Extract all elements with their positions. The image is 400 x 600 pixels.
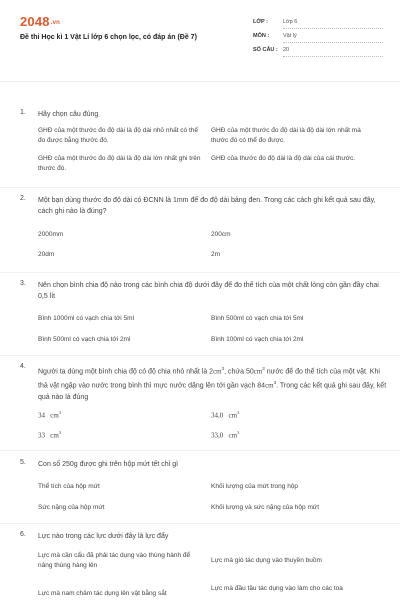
- option-a[interactable]: [38, 408, 203, 420]
- option-c[interactable]: GHĐ của một thước đo độ dài là độ dài lớn nhất ghi trên thước đó.: [38, 155, 201, 172]
- option-d[interactable]: Bình 100ml có vạch chia tới 2ml: [211, 336, 304, 343]
- option-unit: cm: [50, 431, 59, 440]
- unit-cm: cm: [265, 381, 274, 390]
- unit-cm: cm: [253, 367, 263, 376]
- meta-label: LỚP :: [253, 19, 268, 25]
- question-text-part: Người ta dùng một bình chia độ có độ chia nhỏ nhất là 2: [38, 368, 214, 376]
- option-d[interactable]: [211, 428, 376, 440]
- option-unit: cm: [50, 411, 59, 420]
- site-logo[interactable]: [20, 14, 60, 29]
- option-b[interactable]: [211, 408, 376, 420]
- meta-row-class: [253, 15, 383, 29]
- option-b[interactable]: Bình 500ml có vạch chia tới 5ml: [211, 315, 304, 322]
- unit-cm: cm: [213, 367, 222, 376]
- option-value: 33: [38, 431, 45, 440]
- option-b[interactable]: Lực mà gió tác dụng vào thuyền buồm: [211, 557, 322, 564]
- meta-divider: [283, 42, 383, 43]
- logo-text: 2048: [20, 14, 50, 29]
- option-d[interactable]: Lực mà đầu tầu tác dụng vào làm cho các toa: [211, 585, 343, 592]
- question-text: Nên chọn bình chia độ nào trong các bình chia độ dưới đây để đo thể tích của một chất lỏng còn gần đầy chai 0,5 lít: [38, 282, 379, 300]
- meta-info: [253, 15, 383, 57]
- meta-label: SỐ CÂU :: [253, 47, 278, 53]
- option-d[interactable]: Khối lượng và sức nặng của hộp mứt: [211, 504, 320, 511]
- option-d[interactable]: 2m: [211, 251, 221, 258]
- meta-divider: [283, 28, 383, 29]
- meta-value: Lớp 6: [283, 19, 298, 25]
- option-b[interactable]: 200cm: [211, 231, 231, 238]
- question-number: 2.: [20, 195, 26, 202]
- question-text: Lực nào trong các lực dưới đây là lực đẩy: [38, 533, 169, 540]
- option-value: 33,0: [211, 431, 224, 440]
- question-divider: [0, 272, 400, 273]
- option-value: 34,0: [211, 411, 224, 420]
- logo-suffix: .vn: [50, 19, 61, 26]
- question-number: 4.: [20, 363, 26, 370]
- question-text-part: nước để đo thể tích của một vật. Khi thả vật ngập vào nước trong bình thì mực nước dâng lên tới gần vạch 84: [38, 368, 380, 390]
- question-number: 3.: [20, 280, 26, 287]
- option-b[interactable]: GHĐ của một thước đo độ dài là độ dài lớn nhất mà thước đó có thể đo được.: [211, 127, 361, 144]
- option-a[interactable]: GHĐ của một thước đo độ dài là độ dài nhỏ nhất có thể đo được bằng thước đó.: [38, 127, 199, 144]
- option-a[interactable]: Thể tích của hộp mứt: [38, 483, 100, 490]
- meta-row-subject: [253, 29, 383, 43]
- option-c[interactable]: Bình 500ml có vạch chia tới 2ml: [38, 336, 131, 343]
- question-divider: [0, 450, 400, 451]
- option-b[interactable]: Khối lượng của mứt trong hộp: [211, 483, 299, 490]
- option-a[interactable]: 2000mm: [38, 231, 64, 238]
- superscript: 3: [273, 380, 277, 386]
- meta-value: 20: [283, 47, 290, 53]
- header-divider: [0, 81, 400, 82]
- question-text-part: , chứa 50: [224, 368, 254, 376]
- superscript: 3: [262, 366, 265, 371]
- option-a[interactable]: Bình 1000ml có vạch chia tới 5ml: [38, 315, 135, 322]
- question-divider: [0, 523, 400, 524]
- option-unit: cm: [228, 411, 238, 420]
- page-header: [0, 0, 400, 60]
- superscript: 3: [58, 430, 62, 435]
- option-c[interactable]: 20dm: [38, 251, 55, 258]
- question-text: Một bạn dùng thước đo độ dài có ĐCNN là 1mm để đo độ dài bảng đen. Trong các cách ghi kết quả sau đây, cách ghi nào là đúng?: [38, 197, 376, 215]
- option-c[interactable]: [38, 428, 203, 440]
- question-text: Hãy chọn câu đúng: [38, 111, 99, 118]
- meta-label: MÔN :: [253, 33, 270, 39]
- option-value: 34: [38, 411, 45, 420]
- question-number: 6.: [20, 531, 26, 538]
- meta-row-count: [253, 43, 383, 57]
- option-c[interactable]: Sức nặng của hộp mứt: [38, 504, 105, 511]
- option-c[interactable]: Lực mà nam châm tác dụng lên vật bằng sắt: [38, 590, 167, 597]
- superscript: 3: [221, 366, 225, 371]
- meta-divider: [283, 56, 383, 57]
- superscript: 3: [237, 410, 240, 415]
- document-title: Đề thi Học kì 1 Vật Lí lớp 6 chọn lọc, có đáp án (Đề 7): [20, 34, 197, 41]
- question-text: [38, 363, 388, 403]
- superscript: 3: [237, 430, 240, 435]
- meta-value: Vật lý: [283, 33, 297, 39]
- question-divider: [0, 355, 400, 356]
- option-a[interactable]: Lực mà cần cẩu đã phải tác dụng vào thùng hành để nâng thùng hàng lên: [38, 552, 191, 569]
- question-number: 5.: [20, 459, 26, 466]
- option-d[interactable]: GHĐ của thước đo độ dài là độ dài của cái thước.: [211, 155, 356, 162]
- option-unit: cm: [228, 431, 238, 440]
- question-divider: [0, 187, 400, 188]
- question-text: Con số 250g được ghi trên hộp mứt tết chỉ gì: [38, 461, 179, 468]
- superscript: 3: [58, 410, 62, 415]
- question-text-part: . Trong các kết quả ghi sau đây, kết quả nào là đúng: [38, 382, 387, 401]
- question-number: 1.: [20, 109, 26, 116]
